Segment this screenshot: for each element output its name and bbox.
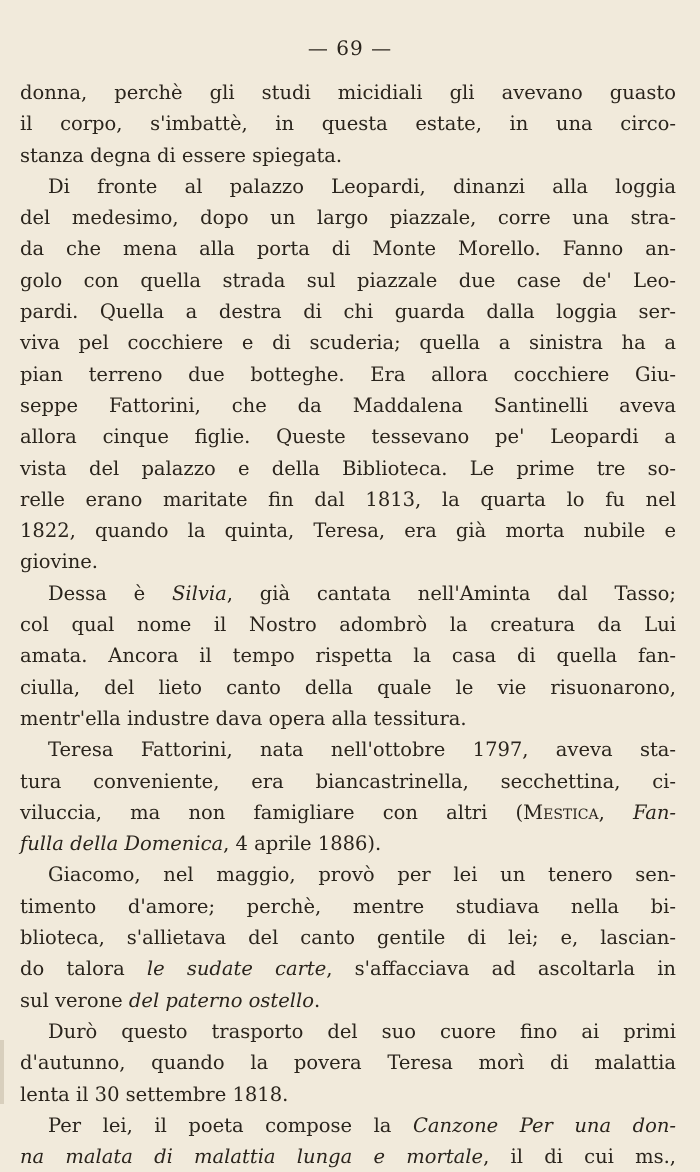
text-line: pardi. Quella a destra di chi guarda dalla loggia ser- <box>20 300 676 324</box>
text-line: relle erano maritate fin dal 1813, la quarta lo fu nel <box>20 487 676 511</box>
text-line: da che mena alla porta di Monte Morello. Fanno an- <box>20 237 676 261</box>
text-line: col qual nome il Nostro adombrò la creatura da Lui <box>20 613 676 637</box>
text-segment: Dessa è <box>48 581 173 605</box>
text-line: lenta il 30 settembre 1818. <box>20 1082 289 1106</box>
text-line: Giacomo, nel maggio, provò per lei un tenero sen- <box>48 863 676 887</box>
text-line <box>20 828 676 859</box>
page-number: — 69 — <box>307 36 393 60</box>
text-line: viva pel cocchiere e di scuderia; quella a sinistra ha a <box>20 331 676 355</box>
text-line: amata. Ancora il tempo rispetta la casa di quella fan- <box>20 644 676 668</box>
text-line <box>20 1110 676 1141</box>
text-segment: , s'affacciava ad ascoltarla in <box>326 957 676 981</box>
text-segment: do talora <box>20 957 147 981</box>
italic-text: Fan- <box>633 800 676 824</box>
text-line: blioteca, s'allietava del canto gentile di lei; e, lascian- <box>20 926 676 950</box>
italic-text: na malata di malattia lunga e mortale <box>20 1145 484 1169</box>
text-line <box>20 953 676 984</box>
text-segment: viluccia, ma non famigliare con altri ( <box>20 800 524 824</box>
body-text <box>20 77 676 1172</box>
text-line: timento d'amore; perchè, mentre studiava nella bi- <box>20 894 676 918</box>
italic-text: Canzone Per una don- <box>412 1113 676 1137</box>
text-line: pian terreno due botteghe. Era allora cocchiere Giu- <box>20 362 676 386</box>
text-line: Di fronte al palazzo Leopardi, dinanzi alla loggia <box>48 174 676 198</box>
page-edge-shadow <box>0 1040 4 1104</box>
text-segment: , il di cui ms., <box>483 1145 677 1169</box>
text-segment: , <box>598 800 634 824</box>
text-line: allora cinque figlie. Queste tessevano pe' Leopardi a <box>20 425 676 449</box>
text-line: seppe Fattorini, che da Maddalena Santinelli aveva <box>20 393 676 417</box>
text-line <box>20 1141 676 1172</box>
text-line: stanza degna di essere spiegata. <box>20 143 343 167</box>
text-line: il corpo, s'imbattè, in questa estate, in una circo- <box>20 112 676 136</box>
text-segment: . <box>314 988 321 1012</box>
text-segment: , 4 aprile 1886). <box>223 832 382 856</box>
text-line: giovine. <box>20 550 99 574</box>
text-line: d'autunno, quando la povera Teresa morì di malattia <box>20 1051 676 1075</box>
text-line: del medesimo, dopo un largo piazzale, corre una stra- <box>20 206 676 230</box>
author-name: Mestica <box>523 800 599 824</box>
text-line: Teresa Fattorini, nata nell'ottobre 1797, aveva sta- <box>48 738 676 762</box>
text-line: vista del palazzo e della Biblioteca. Le prime tre so- <box>20 456 676 480</box>
text-line: donna, perchè gli studi micidiali gli avevano guasto <box>20 81 676 104</box>
text-segment: , già cantata nell'Aminta dal Tasso; <box>226 581 676 605</box>
text-line <box>20 578 676 609</box>
text-line: ciulla, del lieto canto della quale le vie risuonarono, <box>20 675 676 699</box>
italic-text: fulla della Domenica <box>20 832 224 856</box>
italic-text: le sudate carte <box>146 957 327 981</box>
text-segment: sul verone <box>20 988 129 1012</box>
italic-text: Silvia <box>172 581 227 605</box>
text-line: 1822, quando la quinta, Teresa, era già morta nubile e <box>20 519 676 543</box>
text-line: Durò questo trasporto del suo cuore fino ai primi <box>48 1019 676 1043</box>
text-segment: Per lei, il poeta compose la <box>48 1113 413 1137</box>
text-line: tura conveniente, era biancastrinella, secchettina, ci- <box>20 769 676 793</box>
text-line <box>20 797 676 828</box>
text-line <box>20 985 676 1016</box>
italic-text: del paterno ostello <box>128 988 315 1012</box>
text-line: golo con quella strada sul piazzale due case de' Leo- <box>20 268 676 292</box>
text-line: mentr'ella industre dava opera alla tessitura. <box>20 706 467 730</box>
